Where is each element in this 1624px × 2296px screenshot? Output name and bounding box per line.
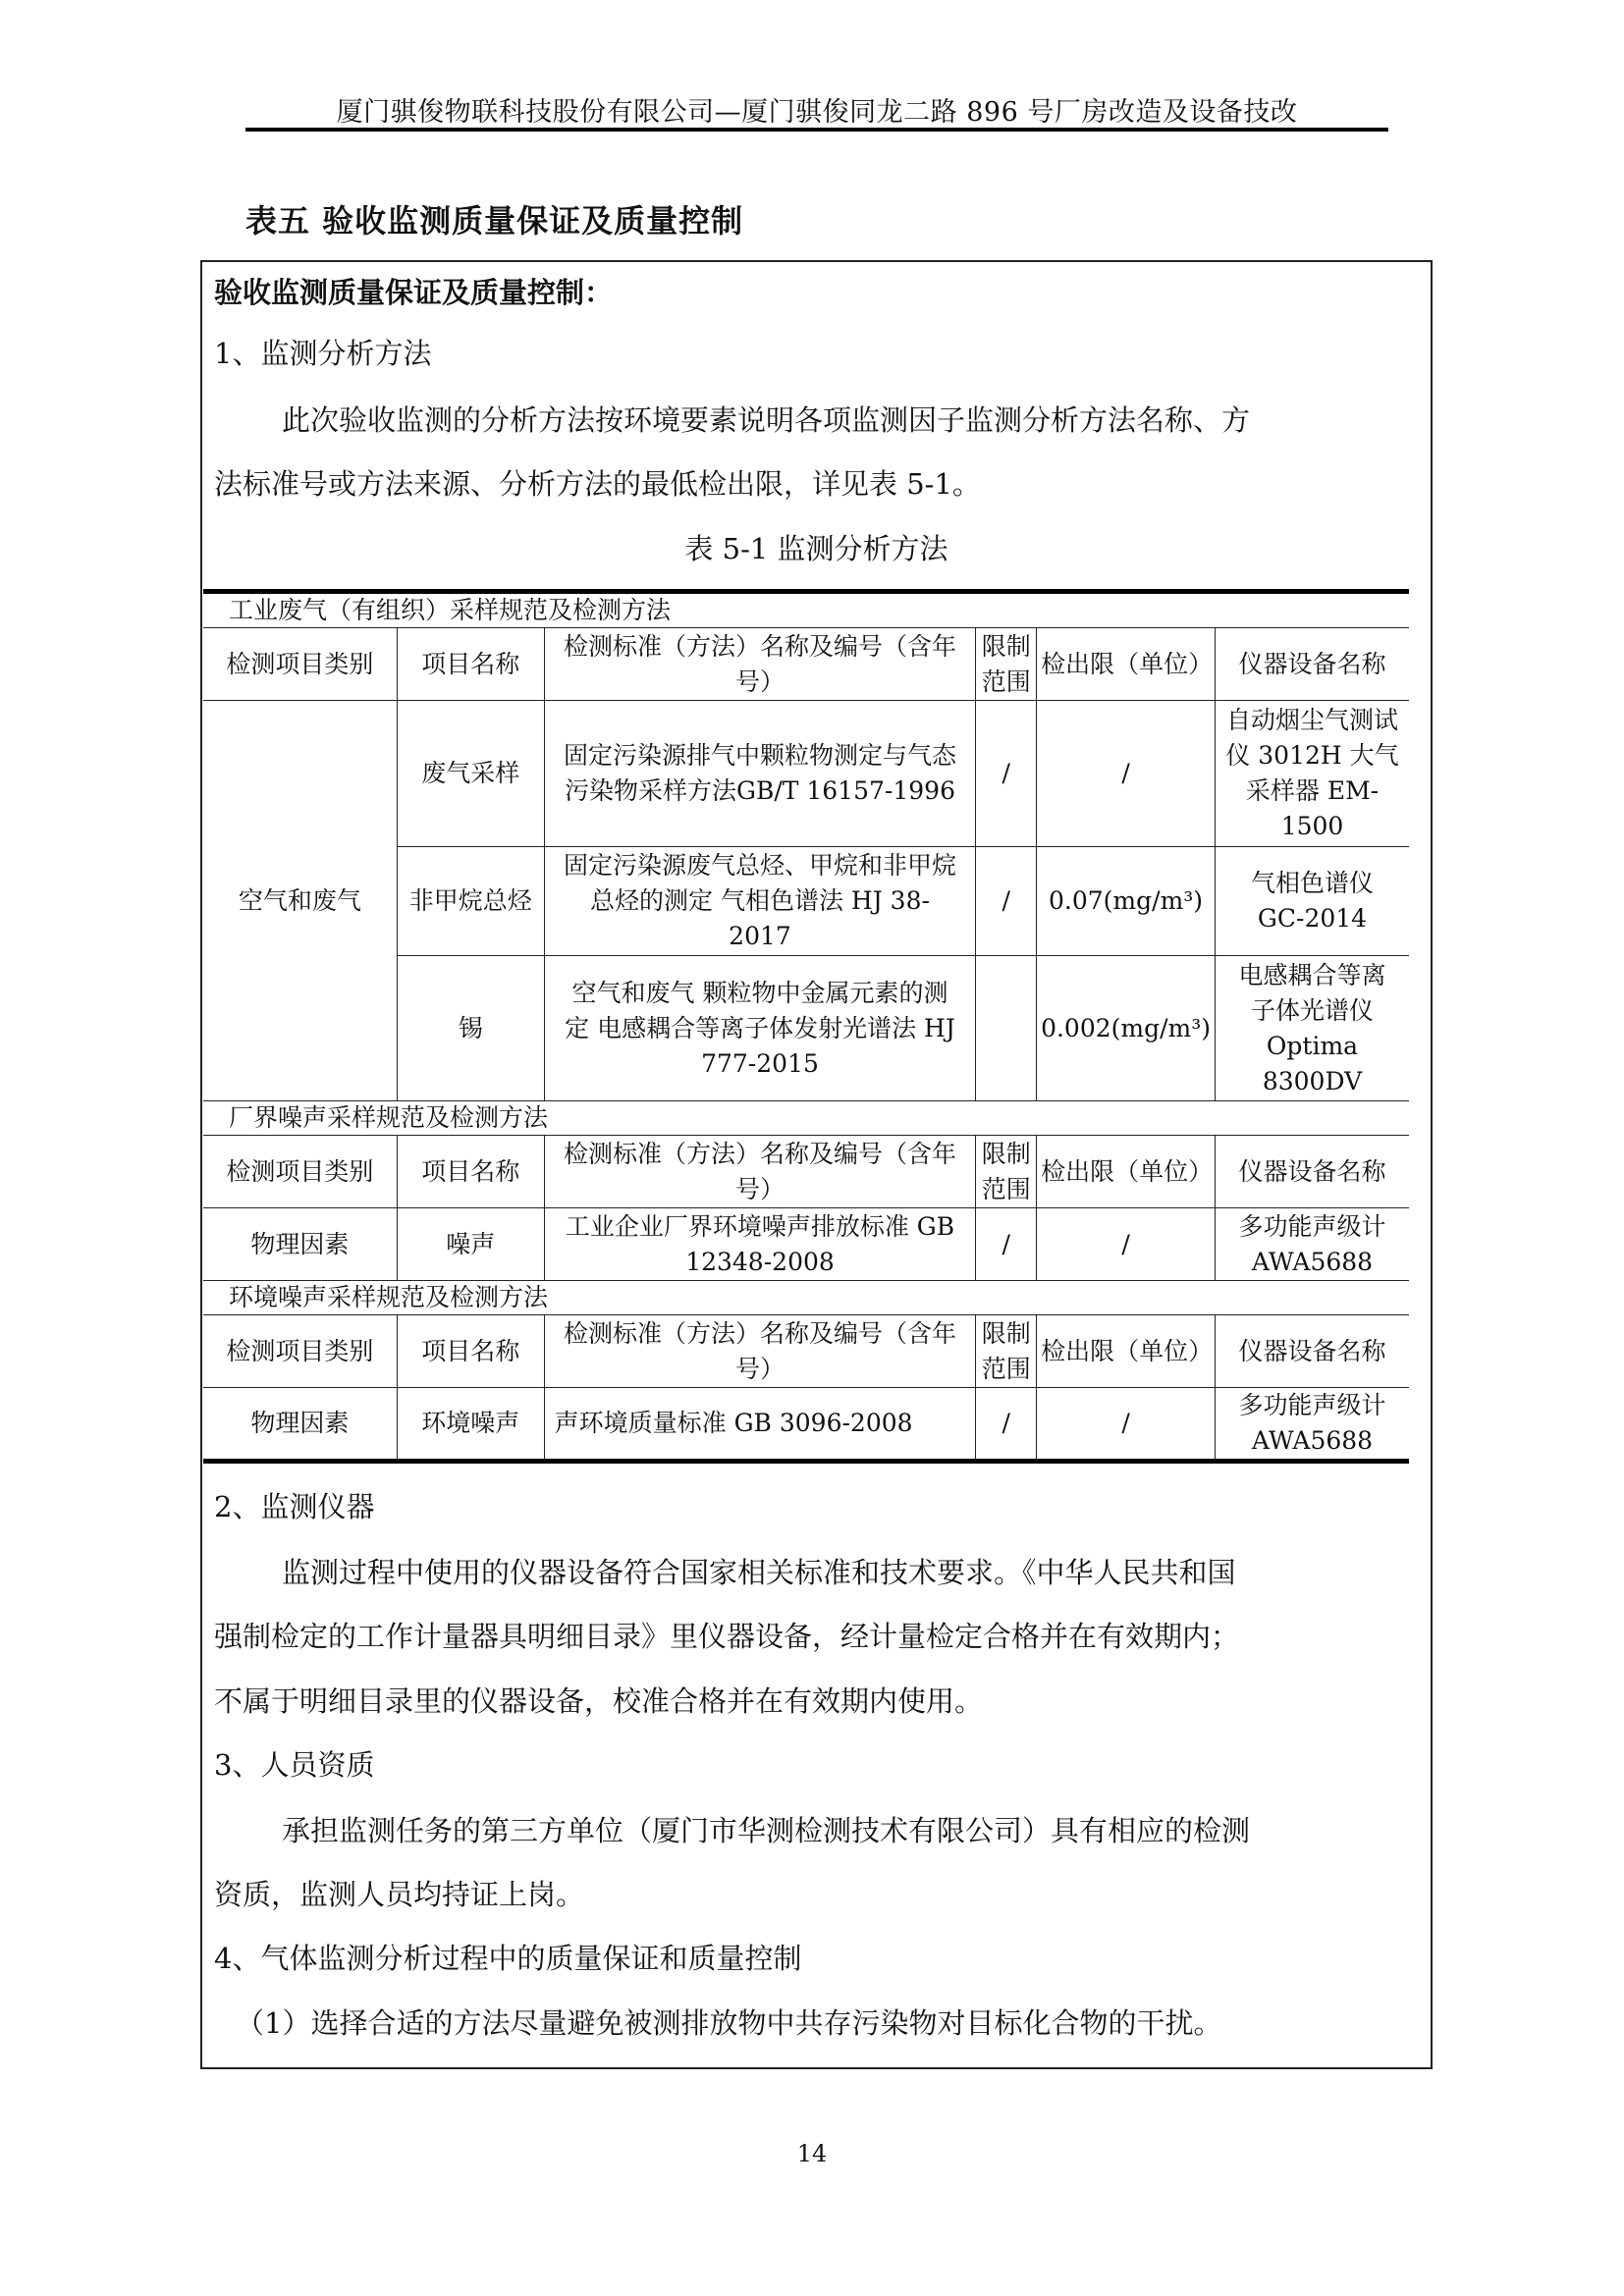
cell-standard: 声环境质量标准 GB 3096-2008 (544, 1388, 976, 1462)
cell-standard: 固定污染源废气总烃、甲烷和非甲烷总烃的测定 气相色谱法 HJ 38-2017 (544, 847, 976, 956)
s2-line1: 监测过程中使用的仪器设备符合国家相关标准和技术要求。《中华人民共和国 (282, 1556, 1236, 1589)
s3-title: 3、人员资质 (214, 1748, 375, 1782)
header-rule (245, 128, 1388, 132)
s1-para-line1: 此次验收监测的分析方法按环境要素说明各项监测因子监测分析方法名称、方 (282, 403, 1251, 437)
cell-standard: 固定污染源排气中颗粒物测定与气态污染物采样方法GB/T 16157-1996 (544, 701, 976, 847)
cell-item: 噪声 (397, 1208, 544, 1281)
cell-limit: / (1037, 1208, 1216, 1281)
cell-item: 非甲烷总烃 (397, 847, 544, 956)
header-row (203, 628, 1409, 701)
th-instrument: 仪器设备名称 (1216, 1136, 1410, 1208)
cell-standard: 空气和废气 颗粒物中金属元素的测定 电感耦合等离子体发射光谱法 HJ 777-2015 (544, 956, 976, 1101)
group-title-row (203, 1101, 1409, 1136)
methods-table (203, 589, 1409, 1464)
cell-limit: 0.002(mg/m³) (1037, 956, 1216, 1101)
table-row (203, 701, 1409, 847)
page-header: 厦门骐俊物联科技股份有限公司—厦门骐俊同龙二路 896 号厂房改造及设备技改 (336, 97, 1298, 128)
th-item: 项目名称 (397, 628, 544, 701)
th-item: 项目名称 (397, 1136, 544, 1208)
th-standard: 检测标准（方法）名称及编号（含年号） (544, 1315, 976, 1388)
th-range: 限制范围 (976, 628, 1037, 701)
th-limit: 检出限（单位） (1037, 1136, 1216, 1208)
cell-limit: 0.07(mg/m³) (1037, 847, 1216, 956)
cell-item: 废气采样 (397, 701, 544, 847)
cell-instrument: 多功能声级计 AWA5688 (1216, 1208, 1410, 1281)
s2-title: 2、监测仪器 (214, 1490, 375, 1523)
s4-title: 4、气体监测分析过程中的质量保证和质量控制 (214, 1942, 802, 1975)
cell-category: 空气和废气 (203, 701, 397, 1101)
section-title: 表五 验收监测质量保证及质量控制 (245, 202, 744, 240)
s3-line1: 承担监测任务的第三方单位（厦门市华测检测技术有限公司）具有相应的检测 (282, 1814, 1251, 1847)
group-title: 厂界噪声采样规范及检测方法 (203, 1101, 1409, 1136)
th-standard: 检测标准（方法）名称及编号（含年号） (544, 628, 976, 701)
header-row (203, 1315, 1409, 1388)
header-row (203, 1136, 1409, 1208)
box-heading: 验收监测质量保证及质量控制： (214, 276, 614, 309)
s2-line2: 强制检定的工作计量器具明细目录》里仪器设备，经计量检定合格并在有效期内； (214, 1620, 1240, 1653)
cell-item: 环境噪声 (397, 1388, 544, 1462)
cell-category: 物理因素 (203, 1208, 397, 1281)
cell-range (976, 956, 1037, 1101)
cell-instrument: 自动烟尘气测试仪 3012H 大气采样器 EM-1500 (1216, 701, 1410, 847)
cell-range: / (976, 847, 1037, 956)
group-title: 环境噪声采样规范及检测方法 (203, 1281, 1409, 1315)
cell-range: / (976, 1208, 1037, 1281)
group-title-row (203, 1281, 1409, 1315)
cell-item: 锡 (397, 956, 544, 1101)
th-limit: 检出限（单位） (1037, 628, 1216, 701)
s2-line3: 不属于明细目录里的仪器设备，校准合格并在有效期内使用。 (214, 1684, 984, 1718)
table-row (203, 1388, 1409, 1462)
table-row (203, 1208, 1409, 1281)
cell-limit: / (1037, 1388, 1216, 1462)
s1-title: 1、监测分析方法 (214, 337, 432, 370)
th-category: 检测项目类别 (203, 1136, 397, 1208)
cell-instrument: 电感耦合等离子体光谱仪 Optima 8300DV (1216, 956, 1410, 1101)
cell-instrument: 多功能声级计 AWA5688 (1216, 1388, 1410, 1462)
th-instrument: 仪器设备名称 (1216, 1315, 1410, 1388)
cell-limit: / (1037, 701, 1216, 847)
th-category: 检测项目类别 (203, 1315, 397, 1388)
cell-standard: 工业企业厂界环境噪声排放标准 GB 12348-2008 (544, 1208, 976, 1281)
cell-range: / (976, 1388, 1037, 1462)
cell-range: / (976, 701, 1037, 847)
th-item: 项目名称 (397, 1315, 544, 1388)
s4-item1: （1）选择合适的方法尽量避免被测排放物中共存污染物对目标化合物的干扰。 (236, 2006, 1222, 2040)
th-standard: 检测标准（方法）名称及编号（含年号） (544, 1136, 976, 1208)
group-title: 工业废气（有组织）采样规范及检测方法 (203, 592, 1409, 628)
group-title-row (203, 592, 1409, 628)
th-instrument: 仪器设备名称 (1216, 628, 1410, 701)
cell-category: 物理因素 (203, 1388, 397, 1462)
th-range: 限制范围 (976, 1315, 1037, 1388)
th-category: 检测项目类别 (203, 628, 397, 701)
cell-instrument: 气相色谱仪 GC-2014 (1216, 847, 1410, 956)
th-limit: 检出限（单位） (1037, 1315, 1216, 1388)
page-number: 14 (796, 2140, 828, 2167)
s3-line2: 资质，监测人员均持证上岗。 (214, 1878, 585, 1911)
s1-para-line2: 法标准号或方法来源、分析方法的最低检出限，详见表 5-1。 (214, 467, 981, 501)
table-caption: 表 5-1 监测分析方法 (684, 532, 948, 565)
th-range: 限制范围 (976, 1136, 1037, 1208)
